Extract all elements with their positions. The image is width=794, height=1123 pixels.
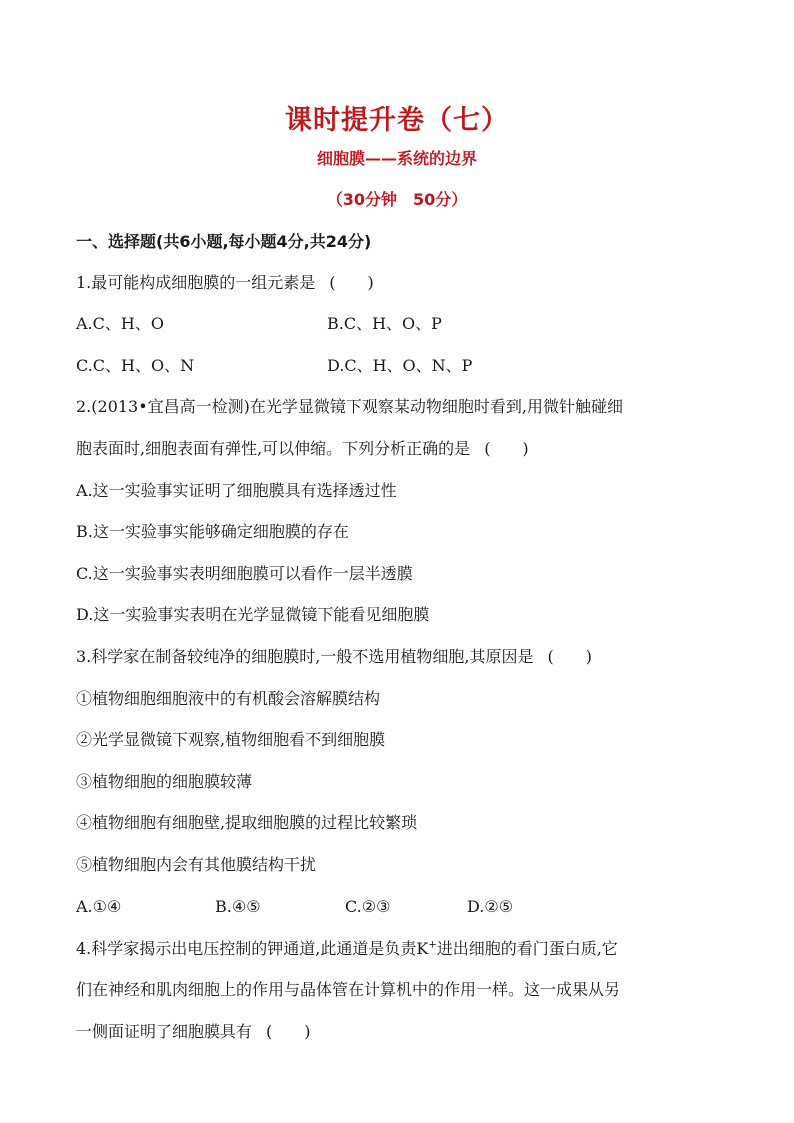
question-4-text-b: 进出细胞的看门蛋白质,它 [436,939,618,958]
question-3-text: 3.科学家在制备较纯净的细胞膜时,一般不选用植物细胞,其原因是 [76,647,534,666]
question-2-answer-paren: ( ) [484,439,529,458]
time-score-info: （30分钟 50分） [326,190,468,209]
question-2-text: 胞表面时,细胞表面有弹性,可以伸缩。下列分析正确的是 [76,439,471,458]
question-4-stem-line-3 [76,1021,311,1043]
question-2-option-d: D.这一实验事实表明在光学显微镜下能看见细胞膜 [76,605,430,624]
question-4-text-a: 4.科学家揭示出电压控制的钾通道,此通道是负责K [76,939,429,958]
question-1-option-c: C.C、H、O、N [76,356,195,375]
question-3-option-c: C.②③ [345,897,391,916]
question-4-answer-paren: ( ) [266,1022,311,1041]
question-3-item-2: ②光学显微镜下观察,植物细胞看不到细胞膜 [76,730,386,749]
question-1-text: 1.最可能构成细胞膜的一组元素是 [76,273,316,292]
question-3-item-4: ④植物细胞有细胞壁,提取细胞膜的过程比较繁琐 [76,813,418,832]
question-3-stem [76,646,592,668]
question-4-stem-line-2: 们在神经和肌肉细胞上的作用与晶体管在计算机中的作用一样。这一成果从另 [76,980,621,999]
question-3-option-b: B.④⑤ [215,897,261,916]
question-2-option-a: A.这一实验事实证明了细胞膜具有选择透过性 [76,481,397,500]
question-3-option-d: D.②⑤ [467,897,514,916]
question-2-option-c: C.这一实验事实表明细胞膜可以看作一层半透膜 [76,564,413,583]
question-2-stem-line-1: 2.(2013•宜昌高一检测)在光学显微镜下观察某动物细胞时看到,用微针触碰细 [76,397,623,416]
question-1-answer-paren: ( ) [329,273,374,292]
potassium-charge: + [428,939,437,951]
question-4-text-c: 一侧面证明了细胞膜具有 [76,1022,253,1041]
question-1-option-d: D.C、H、O、N、P [327,356,473,375]
section-heading: 一、选择题(共6小题,每小题4分,共24分) [76,232,372,251]
question-4-stem-line-1 [76,938,618,960]
question-3-item-1: ①植物细胞细胞液中的有机酸会溶解膜结构 [76,689,381,708]
question-1-stem [76,272,374,294]
question-3-item-3: ③植物细胞的细胞膜较薄 [76,772,253,791]
question-2-stem-line-2 [76,438,529,460]
question-1-option-b: B.C、H、O、P [327,314,442,333]
question-3-answer-paren: ( ) [547,647,592,666]
page-subtitle: 细胞膜——系统的边界 [316,149,477,168]
question-3-item-5: ⑤植物细胞内会有其他膜结构干扰 [76,855,317,874]
question-2-option-b: B.这一实验事实能够确定细胞膜的存在 [76,522,349,541]
question-3-option-a: A.①④ [76,897,122,916]
page-title: 课时提升卷（七） [285,105,509,136]
question-1-option-a: A.C、H、O [76,314,164,333]
